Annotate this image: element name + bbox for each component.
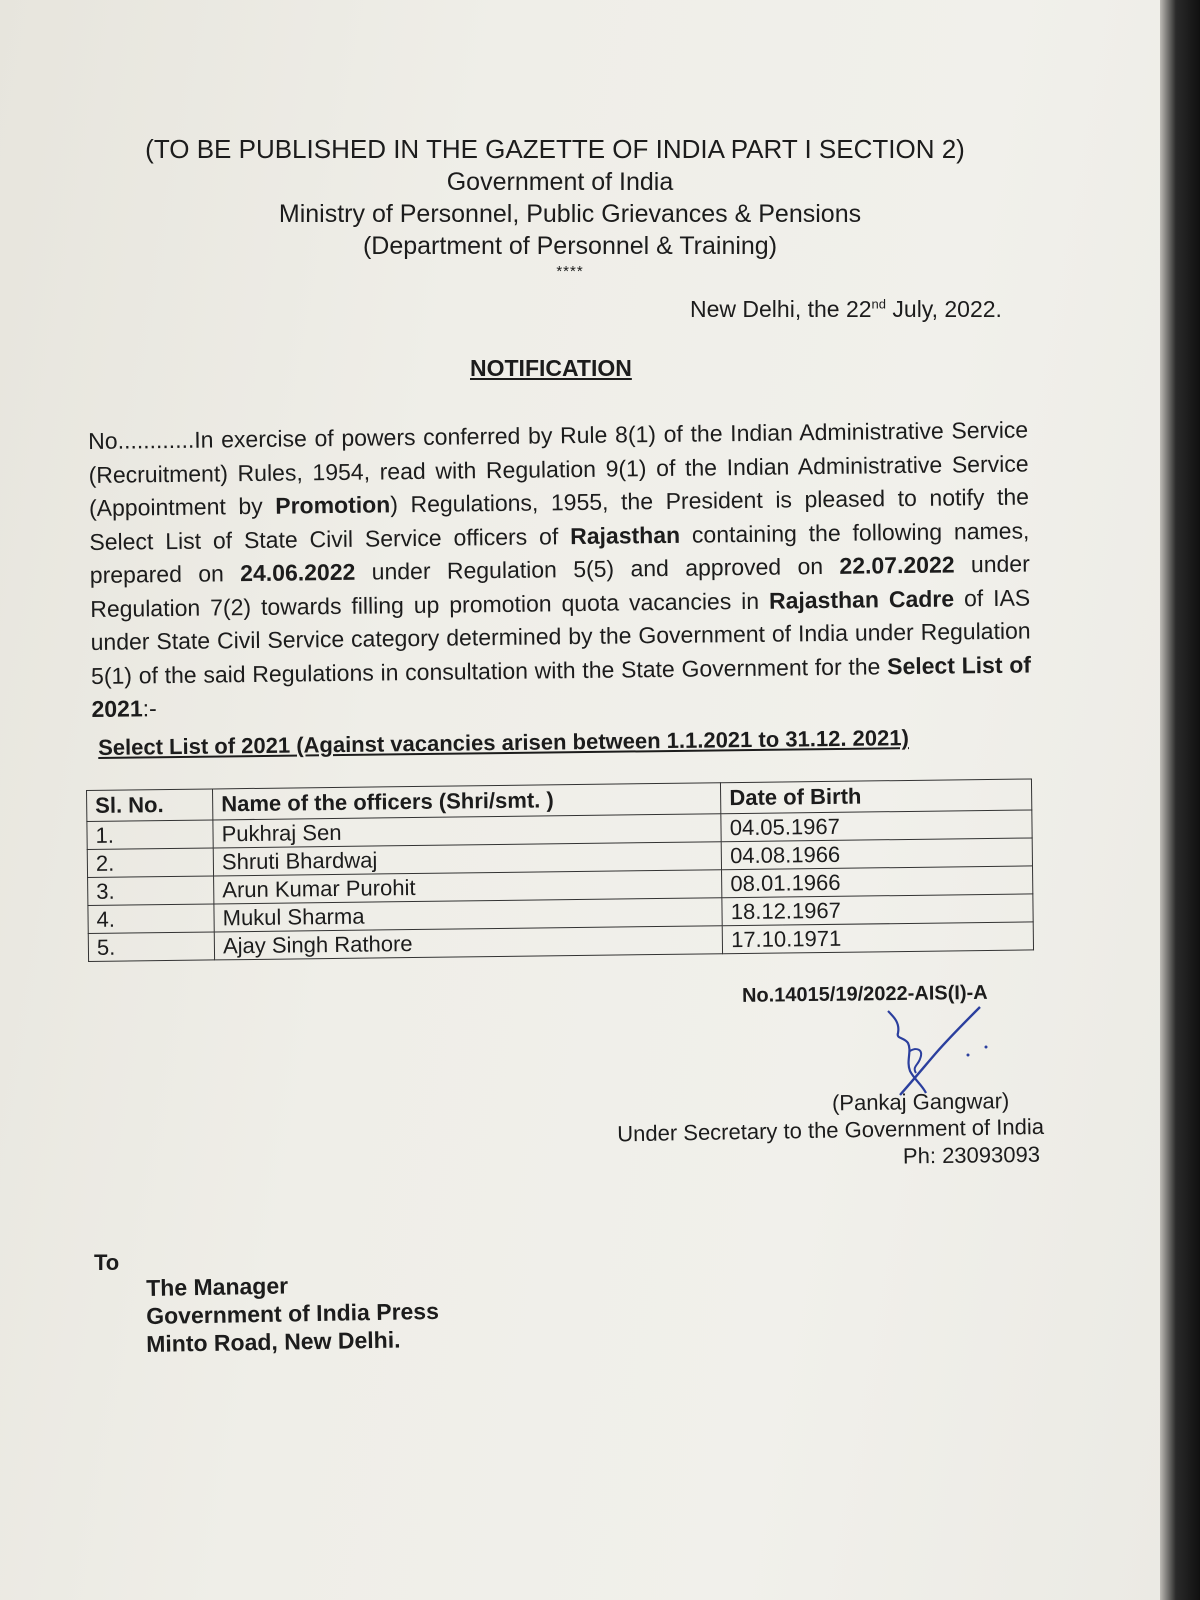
date-ordinal: nd bbox=[871, 296, 887, 312]
header-dob: Date of Birth bbox=[721, 779, 1032, 814]
government-heading: Government of India bbox=[446, 168, 674, 196]
recipient-line-2: Government of India Press bbox=[146, 1297, 440, 1329]
ministry-heading: Ministry of Personnel, Public Grievances & Pensions bbox=[278, 200, 862, 228]
recipient-line-1: The Manager bbox=[146, 1272, 289, 1301]
page-edge-shadow bbox=[1160, 0, 1200, 1600]
cell-dob: 17.10.1971 bbox=[722, 922, 1033, 954]
body-bold-select-list: Select List of 2021 bbox=[91, 650, 1032, 722]
body-bold-approved-date: 22.07.2022 bbox=[839, 551, 955, 579]
select-list-title: Select List of 2021 (Against vacancies arisen between 1.1.2021 to 31.12. 2021) bbox=[98, 725, 909, 760]
cell-dob: 08.01.1966 bbox=[722, 866, 1033, 898]
body-text-6: of IAS under State Civil Service category determined by the Government of India under Regulation 5(1) of the said Regulations in consultation with the State Government for the bbox=[90, 584, 1031, 689]
cell-sl: 3. bbox=[88, 876, 214, 906]
header-separator: **** bbox=[556, 263, 584, 280]
date-line bbox=[690, 296, 1050, 323]
body-bold-rajasthan: Rajasthan bbox=[569, 521, 681, 549]
reference-number: No.14015/19/2022-AIS(I)-A bbox=[741, 981, 988, 1007]
cell-name: Arun Kumar Purohit bbox=[214, 870, 722, 904]
body-bold-promotion: Promotion bbox=[275, 491, 391, 519]
body-text-3: containing the following names, prepared on bbox=[89, 517, 1030, 588]
body-text-1: No............In exercise of powers conferred by Rule 8(1) of the Indian Administrative Service (Recruitment) Rules, 1954, read with Regulation 9(1) of the Indian Administrative Service (Appointment by bbox=[88, 416, 1029, 521]
officers-table bbox=[86, 778, 1034, 962]
cell-dob: 18.12.1967 bbox=[722, 894, 1033, 926]
body-bold-cadre: Rajasthan Cadre bbox=[768, 584, 955, 614]
body-bold-prepared-date: 24.06.2022 bbox=[240, 558, 356, 587]
cell-name: Mukul Sharma bbox=[214, 898, 722, 932]
department-heading: (Department of Personnel & Training) bbox=[362, 232, 778, 260]
notification-title: NOTIFICATION bbox=[470, 355, 632, 381]
cell-name: Shruti Bhardwaj bbox=[213, 842, 721, 876]
cell-dob: 04.05.1967 bbox=[721, 810, 1032, 842]
to-label: To bbox=[94, 1250, 120, 1275]
signatory-name: (Pankaj Gangwar) bbox=[831, 1088, 1010, 1116]
gazette-line: (TO BE PUBLISHED IN THE GAZETTE OF INDIA PART I SECTION 2) bbox=[145, 134, 965, 164]
signatory-phone: Ph: 23093093 bbox=[902, 1141, 1041, 1169]
date-suffix: July, 2022. bbox=[886, 296, 1002, 322]
header-sl-no: Sl. No. bbox=[87, 789, 213, 822]
recipient-line-3: Minto Road, New Delhi. bbox=[146, 1326, 401, 1357]
signatory-designation: Under Secretary to the Government of India bbox=[617, 1113, 1045, 1147]
body-text-2: ) Regulations, 1955, the President is pleased to notify the Select List of State Civil Service officers of bbox=[89, 483, 1030, 555]
notification-body bbox=[88, 414, 1032, 727]
cell-sl: 2. bbox=[87, 848, 213, 878]
cell-sl: 5. bbox=[88, 932, 214, 962]
cell-sl: 4. bbox=[88, 904, 214, 934]
header-name: Name of the officers (Shri/smt. ) bbox=[213, 783, 722, 820]
cell-name: Ajay Singh Rathore bbox=[214, 926, 722, 960]
cell-dob: 04.08.1966 bbox=[721, 838, 1032, 870]
body-text-7: :- bbox=[142, 695, 157, 722]
date-prefix: New Delhi, the 22 bbox=[690, 296, 872, 322]
cell-sl: 1. bbox=[87, 820, 213, 850]
body-text-4: under Regulation 5(5) and approved on bbox=[355, 552, 840, 585]
body-text-5: under Regulation 7(2) towards filling up promotion quota vacancies in bbox=[90, 550, 1030, 622]
cell-name: Pukhraj Sen bbox=[213, 814, 721, 848]
